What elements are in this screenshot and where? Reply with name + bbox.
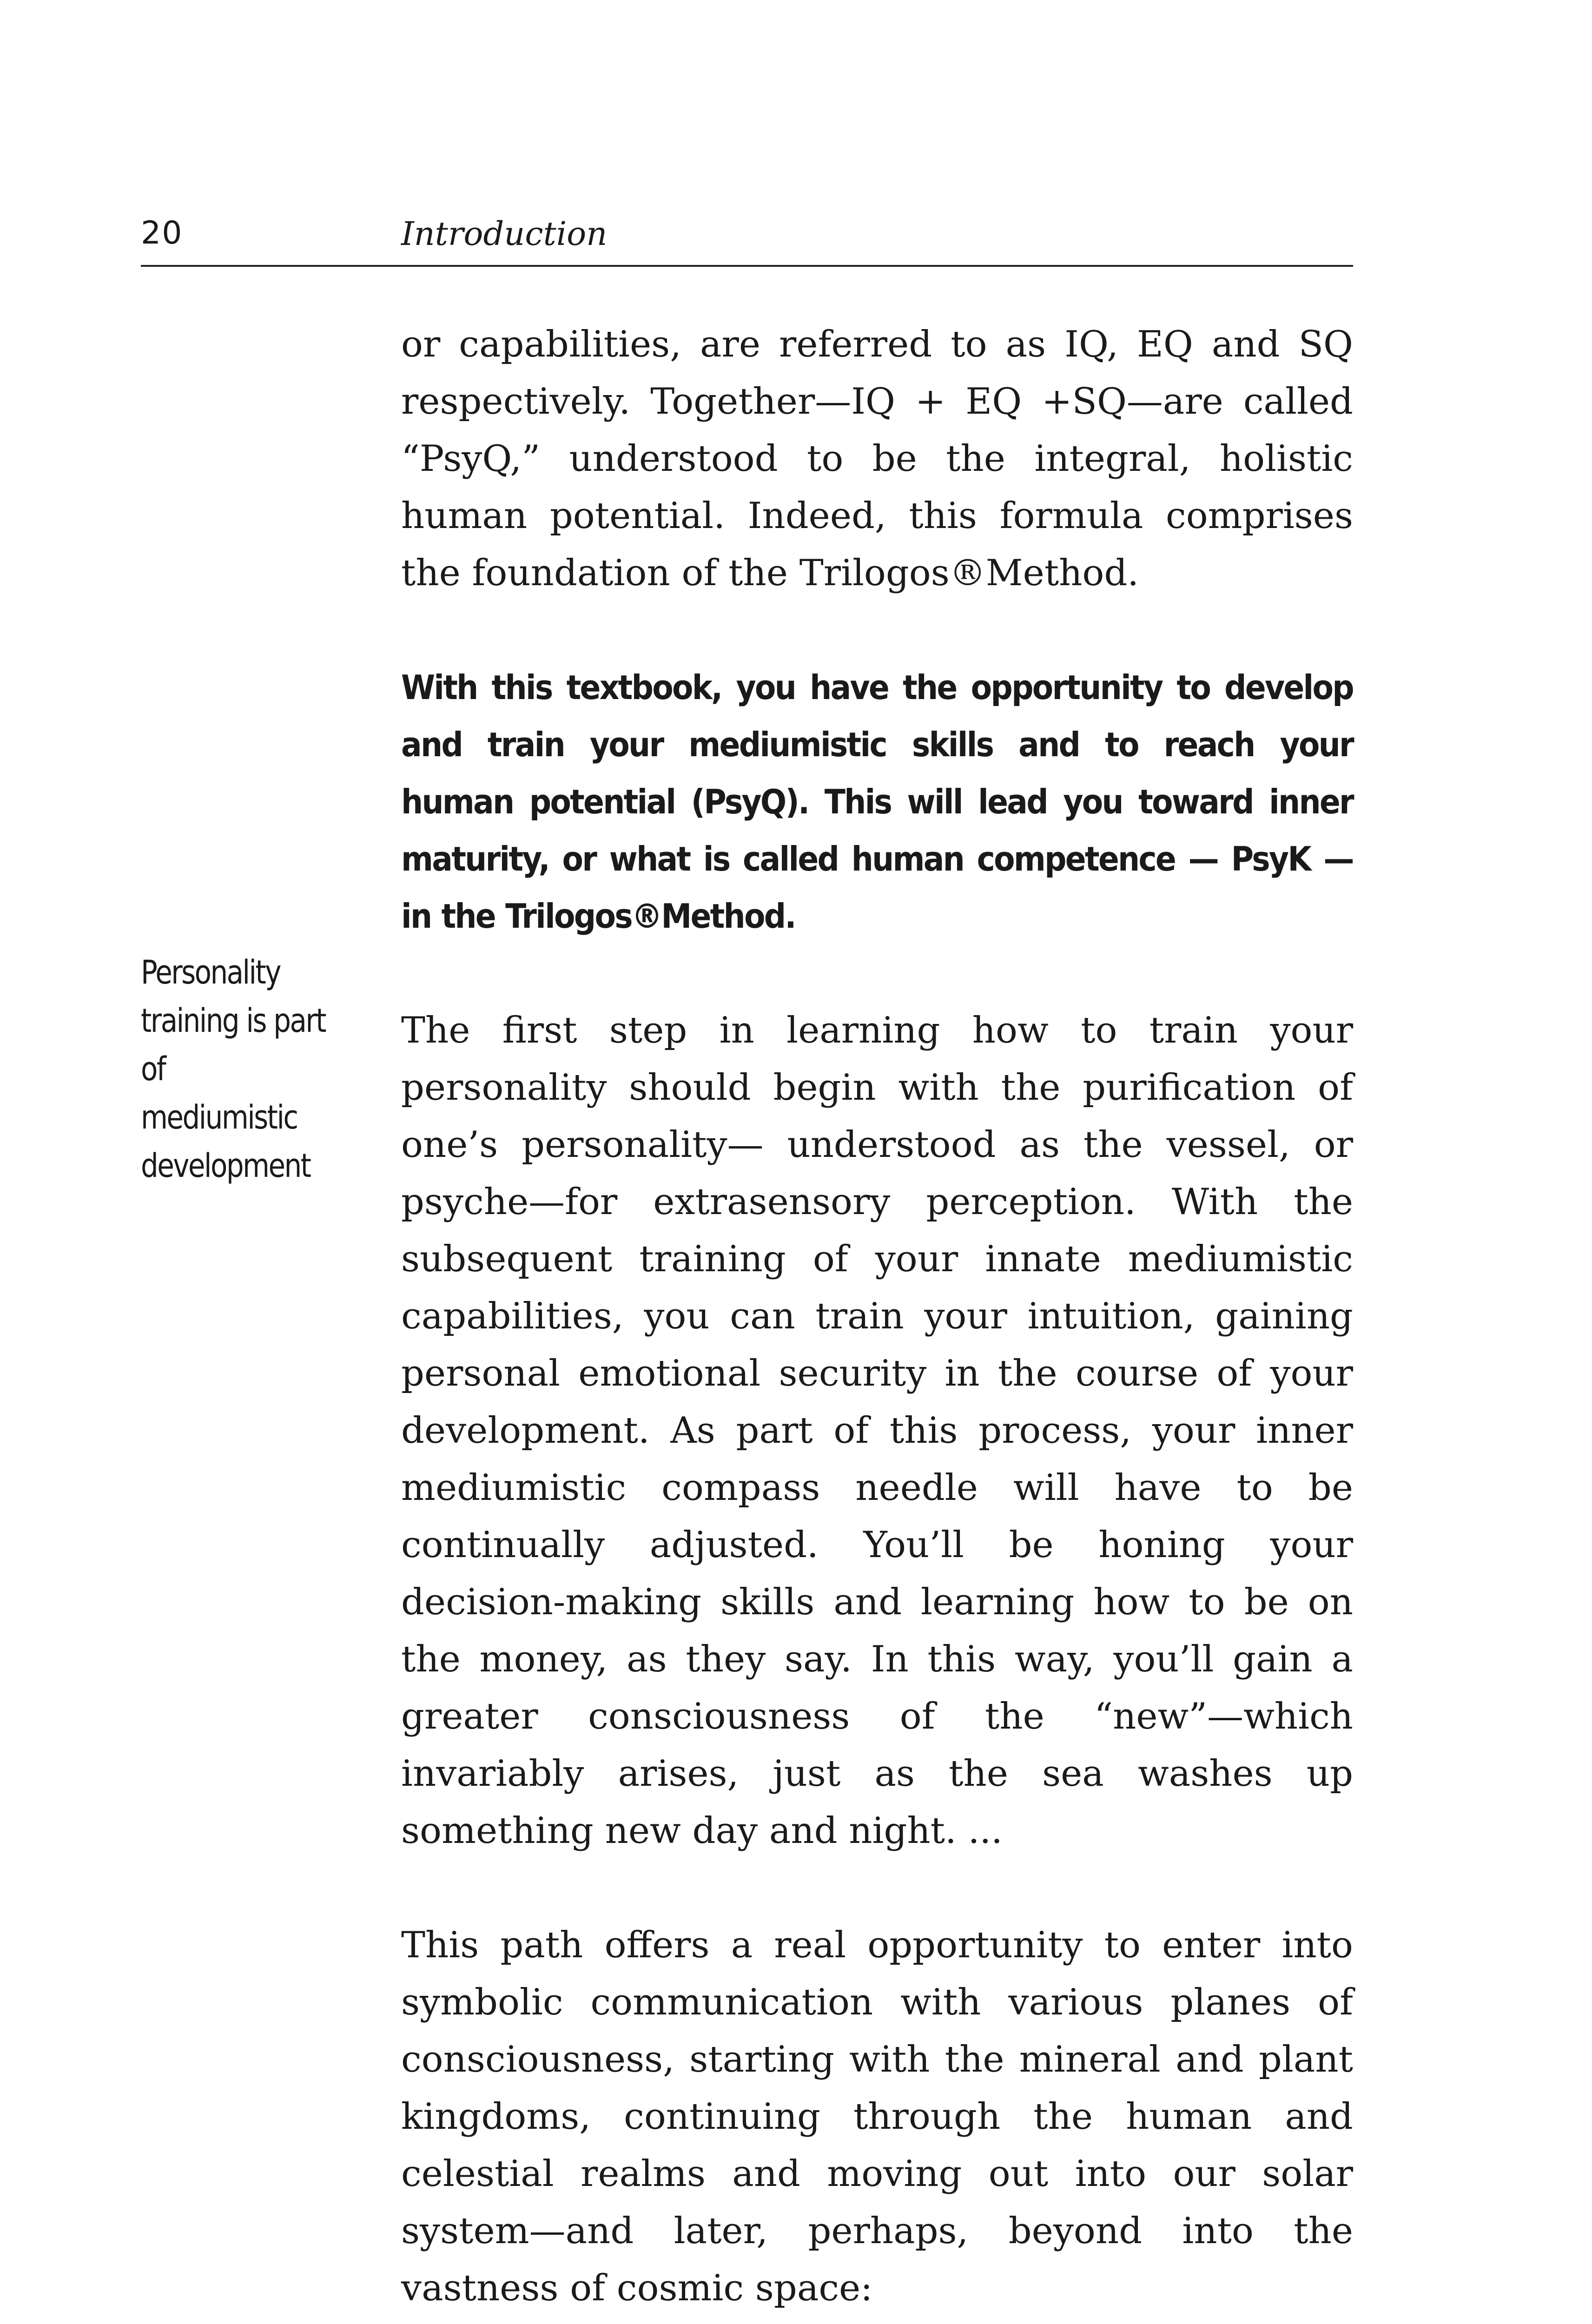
body-paragraph-1: or capabilities, are referred to as IQ, EQ and SQ respectively. Together—IQ + EQ +SQ—are called “PsyQ,” understood to be the integral, holistic human potential. Indeed, this formula comprises the foundation of the Trilogos®Method. bbox=[401, 324, 1353, 594]
running-head-title: Introduction bbox=[401, 215, 608, 253]
margin-note: Personality training is part of mediumistic development bbox=[141, 953, 326, 1185]
emphasis-paragraph: With this textbook, you have the opportunity to develop and train your mediumistic skills and to reach your human potential (PsyQ). This will lead you toward inner maturity, or what is called human competence — PsyK — in the Trilogos®Method. bbox=[401, 668, 1353, 936]
body-paragraph-3: This path offers a real opportunity to enter into symbolic communication with various planes of consciousness, starting with the mineral and plant kingdoms, continuing through the human and celestial realms and moving out into our solar system—and later, perhaps, beyond into the vastness of cosmic space: bbox=[401, 1924, 1353, 2309]
body-paragraph-2: The first step in learning how to train your personality should begin with the purification of one’s personality— understood as the vessel, or psyche—for extrasensory perception. With the subsequent training of your innate mediumistic capabilities, you can train your intuition, gaining personal emotional security in the course of your development. As part of this process, your inner mediumistic compass needle will have to be continually adjusted. You’ll be honing your decision-making skills and learning how to be on the money, as they say. In this way, you’ll gain a greater consciousness of the “new”—which invariably arises, just as the sea washes up something new day and night. ... bbox=[401, 1010, 1353, 1852]
main-text-column bbox=[401, 316, 1353, 2317]
page-number: 20 bbox=[141, 215, 183, 251]
running-header bbox=[141, 209, 1353, 267]
